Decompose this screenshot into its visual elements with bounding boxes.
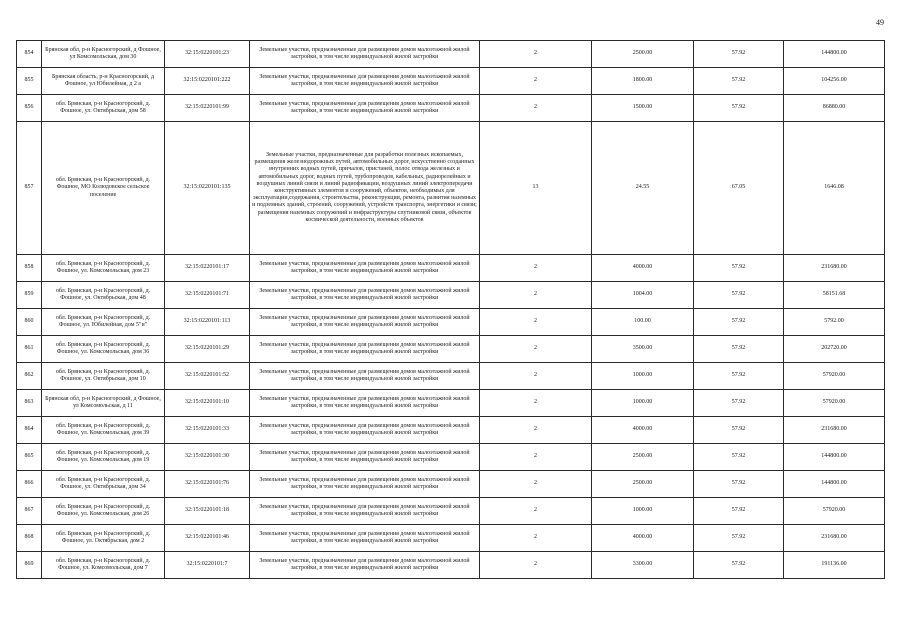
table-row bbox=[17, 363, 885, 390]
row-area: 1800.00 bbox=[592, 68, 694, 95]
row-cadastral-number: 32:15:0220101:135 bbox=[165, 122, 250, 255]
row-address: обл. Брянская, р-н Красногорский, д. Фошное, МО Колюдовское сельское поселение bbox=[42, 122, 165, 255]
row-number: 858 bbox=[17, 255, 42, 282]
row-rate: 57.92 bbox=[694, 68, 784, 95]
row-number: 854 bbox=[17, 41, 42, 68]
row-area: 4000.00 bbox=[592, 255, 694, 282]
row-land-use: Земельные участки, предназначенные для размещения домов малоэтажной жилой застройки, в том числе индивидуальной жилой застройки bbox=[250, 363, 480, 390]
row-value: 1646.08 bbox=[784, 122, 885, 255]
cadastral-value-table bbox=[16, 40, 885, 579]
row-category: 2 bbox=[480, 255, 592, 282]
row-address: обл. Брянская, р-н Красногорский, д. Фошное, ул. Октябрьская, дом 2 bbox=[42, 525, 165, 552]
row-value: 86880.00 bbox=[784, 95, 885, 122]
row-value: 57920.00 bbox=[784, 498, 885, 525]
row-cadastral-number: 32:15:0220101:46 bbox=[165, 525, 250, 552]
row-area: 3500.00 bbox=[592, 336, 694, 363]
row-number: 864 bbox=[17, 417, 42, 444]
row-land-use: Земельные участки, предназначенные для размещения домов малоэтажной жилой застройки, в том числе индивидуальной жилой застройки bbox=[250, 552, 480, 579]
table-body bbox=[17, 41, 885, 579]
row-cadastral-number: 32:15:0220101:7 bbox=[165, 552, 250, 579]
row-number: 865 bbox=[17, 444, 42, 471]
table-row bbox=[17, 282, 885, 309]
row-address: обл. Брянская, р-н Красногорский, д. Фошное, ул. Комсомольская, дом 39 bbox=[42, 417, 165, 444]
row-cadastral-number: 32:15:0220101:29 bbox=[165, 336, 250, 363]
row-land-use: Земельные участки, предназначенные для размещения домов малоэтажной жилой застройки, в том числе индивидуальной жилой застройки bbox=[250, 525, 480, 552]
row-land-use: Земельные участки, предназначенные для размещения домов малоэтажной жилой застройки, в том числе индивидуальной жилой застройки bbox=[250, 95, 480, 122]
row-category: 2 bbox=[480, 336, 592, 363]
row-land-use: Земельные участки, предназначенные для размещения домов малоэтажной жилой застройки, в том числе индивидуальной жилой застройки bbox=[250, 417, 480, 444]
page-number: 49 bbox=[876, 18, 884, 27]
row-area: 100.00 bbox=[592, 309, 694, 336]
row-cadastral-number: 32:15:0220101:17 bbox=[165, 255, 250, 282]
row-cadastral-number: 32:15:0220101:10 bbox=[165, 390, 250, 417]
row-value: 191136.00 bbox=[784, 552, 885, 579]
row-category: 2 bbox=[480, 41, 592, 68]
table-row bbox=[17, 255, 885, 282]
table-row bbox=[17, 336, 885, 363]
row-land-use: Земельные участки, предназначенные для размещения домов малоэтажной жилой застройки, в том числе индивидуальной жилой застройки bbox=[250, 390, 480, 417]
row-area: 1000.00 bbox=[592, 390, 694, 417]
row-address: Брянская обл, р-н Красногорский, д Фошное, ул Комсомольская, д 11 bbox=[42, 390, 165, 417]
row-value: 104256.00 bbox=[784, 68, 885, 95]
row-land-use: Земельные участки, предназначенные для размещения домов малоэтажной жилой застройки, в том числе индивидуальной жилой застройки bbox=[250, 498, 480, 525]
row-land-use: Земельные участки, предназначенные для размещения домов малоэтажной жилой застройки, в том числе индивидуальной жилой застройки bbox=[250, 255, 480, 282]
table-row bbox=[17, 417, 885, 444]
row-rate: 57.92 bbox=[694, 41, 784, 68]
table-row bbox=[17, 309, 885, 336]
row-number: 855 bbox=[17, 68, 42, 95]
row-address: обл. Брянская, р-н Красногорский, д. Фошное, ул. Комсомольская, дом 19 bbox=[42, 444, 165, 471]
table-row bbox=[17, 95, 885, 122]
table-row bbox=[17, 68, 885, 95]
row-land-use: Земельные участки, предназначенные для размещения домов малоэтажной жилой застройки, в том числе индивидуальной жилой застройки bbox=[250, 68, 480, 95]
row-area: 3300.00 bbox=[592, 552, 694, 579]
row-land-use: Земельные участки, предназначенные для разработки полезных ископаемых, размещения железнодорожных путей, автомобильных дорог, искусственно созданных внутренних водных путей, причалов, пристаней, полос отвода железных и автомобильных дорог, водных путей, трубопроводов, кабельных, радиорелейных и воздушных линий связи и линий радиофикации, воздушных линий электропередачи конструктивных элементов и сооружений, объектов, необходимых для эксплуатации,содержания, строительства, реконструкции, ремонта, развития наземных и подземных зданий, строений, сооружений, устройств транспорта, энергетики и связи; размещения наземных сооружений и инфраструктуры спутниковой связи, объектов космической деятельности, военных объектов bbox=[250, 122, 480, 255]
row-rate: 57.92 bbox=[694, 336, 784, 363]
row-rate: 57.92 bbox=[694, 95, 784, 122]
row-number: 856 bbox=[17, 95, 42, 122]
row-category: 2 bbox=[480, 390, 592, 417]
row-number: 868 bbox=[17, 525, 42, 552]
table-row bbox=[17, 122, 885, 255]
row-rate: 57.92 bbox=[694, 444, 784, 471]
row-number: 859 bbox=[17, 282, 42, 309]
row-address: обл. Брянская, р-н Красногорский, д. Фошное, ул. Юбилейная, дом 5"и" bbox=[42, 309, 165, 336]
row-area: 1500.00 bbox=[592, 95, 694, 122]
row-area: 1000.00 bbox=[592, 498, 694, 525]
row-category: 2 bbox=[480, 95, 592, 122]
table-row bbox=[17, 390, 885, 417]
row-value: 231680.00 bbox=[784, 417, 885, 444]
row-number: 866 bbox=[17, 471, 42, 498]
row-area: 4000.00 bbox=[592, 417, 694, 444]
row-number: 861 bbox=[17, 336, 42, 363]
row-cadastral-number: 32:15:0220101:113 bbox=[165, 309, 250, 336]
row-land-use: Земельные участки, предназначенные для размещения домов малоэтажной жилой застройки, в том числе индивидуальной жилой застройки bbox=[250, 336, 480, 363]
row-value: 231680.00 bbox=[784, 525, 885, 552]
row-cadastral-number: 32:15:0220101:71 bbox=[165, 282, 250, 309]
row-value: 144800.00 bbox=[784, 444, 885, 471]
row-number: 857 bbox=[17, 122, 42, 255]
row-value: 57920.00 bbox=[784, 390, 885, 417]
row-rate: 57.92 bbox=[694, 363, 784, 390]
row-category: 2 bbox=[480, 309, 592, 336]
row-cadastral-number: 32:15:0220101:18 bbox=[165, 498, 250, 525]
row-category: 2 bbox=[480, 68, 592, 95]
row-rate: 57.92 bbox=[694, 525, 784, 552]
row-value: 144800.00 bbox=[784, 471, 885, 498]
row-number: 863 bbox=[17, 390, 42, 417]
row-land-use: Земельные участки, предназначенные для размещения домов малоэтажной жилой застройки, в том числе индивидуальной жилой застройки bbox=[250, 444, 480, 471]
row-rate: 57.92 bbox=[694, 552, 784, 579]
row-rate: 57.92 bbox=[694, 309, 784, 336]
row-rate: 57.92 bbox=[694, 390, 784, 417]
row-rate: 57.92 bbox=[694, 498, 784, 525]
row-number: 860 bbox=[17, 309, 42, 336]
table-row bbox=[17, 41, 885, 68]
row-address: обл. Брянская, р-н Красногорский, д. Фошное, ул. Октябрьская, дом 34 bbox=[42, 471, 165, 498]
row-number: 867 bbox=[17, 498, 42, 525]
row-rate: 57.92 bbox=[694, 417, 784, 444]
row-area: 1000.00 bbox=[592, 363, 694, 390]
row-category: 13 bbox=[480, 122, 592, 255]
row-cadastral-number: 32:15:0220101:52 bbox=[165, 363, 250, 390]
row-address: обл. Брянская, р-н Красногорский, д. Фошное, ул. Комсомольская, дом 26 bbox=[42, 498, 165, 525]
row-category: 2 bbox=[480, 552, 592, 579]
row-category: 2 bbox=[480, 282, 592, 309]
row-value: 202720.00 bbox=[784, 336, 885, 363]
row-category: 2 bbox=[480, 471, 592, 498]
row-category: 2 bbox=[480, 444, 592, 471]
row-area: 24.55 bbox=[592, 122, 694, 255]
row-address: Брянская область, р-н Красногорский, д Фошное, ул Юбилейная, д 2 а bbox=[42, 68, 165, 95]
row-number: 869 bbox=[17, 552, 42, 579]
row-area: 2500.00 bbox=[592, 444, 694, 471]
row-rate: 57.92 bbox=[694, 471, 784, 498]
table-row bbox=[17, 444, 885, 471]
row-land-use: Земельные участки, предназначенные для размещения домов малоэтажной жилой застройки, в том числе индивидуальной жилой застройки bbox=[250, 282, 480, 309]
row-address: обл. Брянская, р-н Красногорский, д. Фошное, ул. Октябрьская, дом 58 bbox=[42, 95, 165, 122]
row-area: 1004.00 bbox=[592, 282, 694, 309]
row-cadastral-number: 32:15:0220101:76 bbox=[165, 471, 250, 498]
row-cadastral-number: 32:15:0220101:99 bbox=[165, 95, 250, 122]
row-value: 5792.00 bbox=[784, 309, 885, 336]
table-row bbox=[17, 471, 885, 498]
row-cadastral-number: 32:15:0220101:30 bbox=[165, 444, 250, 471]
row-cadastral-number: 32:15:0220101:33 bbox=[165, 417, 250, 444]
row-rate: 57.92 bbox=[694, 255, 784, 282]
row-value: 57920.00 bbox=[784, 363, 885, 390]
row-address: обл. Брянская, р-н Красногорский, д. Фошное, ул. Комсомольская, дом 7 bbox=[42, 552, 165, 579]
row-address: Брянская обл, р-н Красногорский, д Фошное, ул Комсомольская, дом 30 bbox=[42, 41, 165, 68]
table-row bbox=[17, 498, 885, 525]
row-number: 862 bbox=[17, 363, 42, 390]
row-category: 2 bbox=[480, 417, 592, 444]
row-land-use: Земельные участки, предназначенные для размещения домов малоэтажной жилой застройки, в том числе индивидуальной жилой застройки bbox=[250, 41, 480, 68]
row-area: 4000.00 bbox=[592, 525, 694, 552]
row-area: 2500.00 bbox=[592, 41, 694, 68]
row-address: обл. Брянская, р-н Красногорский, д. Фошное, ул. Октябрьская, дом 10 bbox=[42, 363, 165, 390]
row-address: обл. Брянская, р-н Красногорский, д. Фошное, ул. Октябрьская, дом 48 bbox=[42, 282, 165, 309]
row-cadastral-number: 32:15:0220101:222 bbox=[165, 68, 250, 95]
row-land-use: Земельные участки, предназначенные для размещения домов малоэтажной жилой застройки, в том числе индивидуальной жилой застройки bbox=[250, 309, 480, 336]
row-category: 2 bbox=[480, 498, 592, 525]
row-address: обл. Брянская, р-н Красногорский, д. Фошное, ул. Комсомольская, дом 23 bbox=[42, 255, 165, 282]
row-category: 2 bbox=[480, 363, 592, 390]
row-value: 58151.68 bbox=[784, 282, 885, 309]
table-row bbox=[17, 552, 885, 579]
row-rate: 67.05 bbox=[694, 122, 784, 255]
row-category: 2 bbox=[480, 525, 592, 552]
row-value: 144800.00 bbox=[784, 41, 885, 68]
row-address: обл. Брянская, р-н Красногорский, д. Фошное, ул. Комсомольская, дом 36 bbox=[42, 336, 165, 363]
row-area: 2500.00 bbox=[592, 471, 694, 498]
row-rate: 57.92 bbox=[694, 282, 784, 309]
table-row bbox=[17, 525, 885, 552]
row-cadastral-number: 32:15:0220101:23 bbox=[165, 41, 250, 68]
row-value: 231680.00 bbox=[784, 255, 885, 282]
row-land-use: Земельные участки, предназначенные для размещения домов малоэтажной жилой застройки, в том числе индивидуальной жилой застройки bbox=[250, 471, 480, 498]
